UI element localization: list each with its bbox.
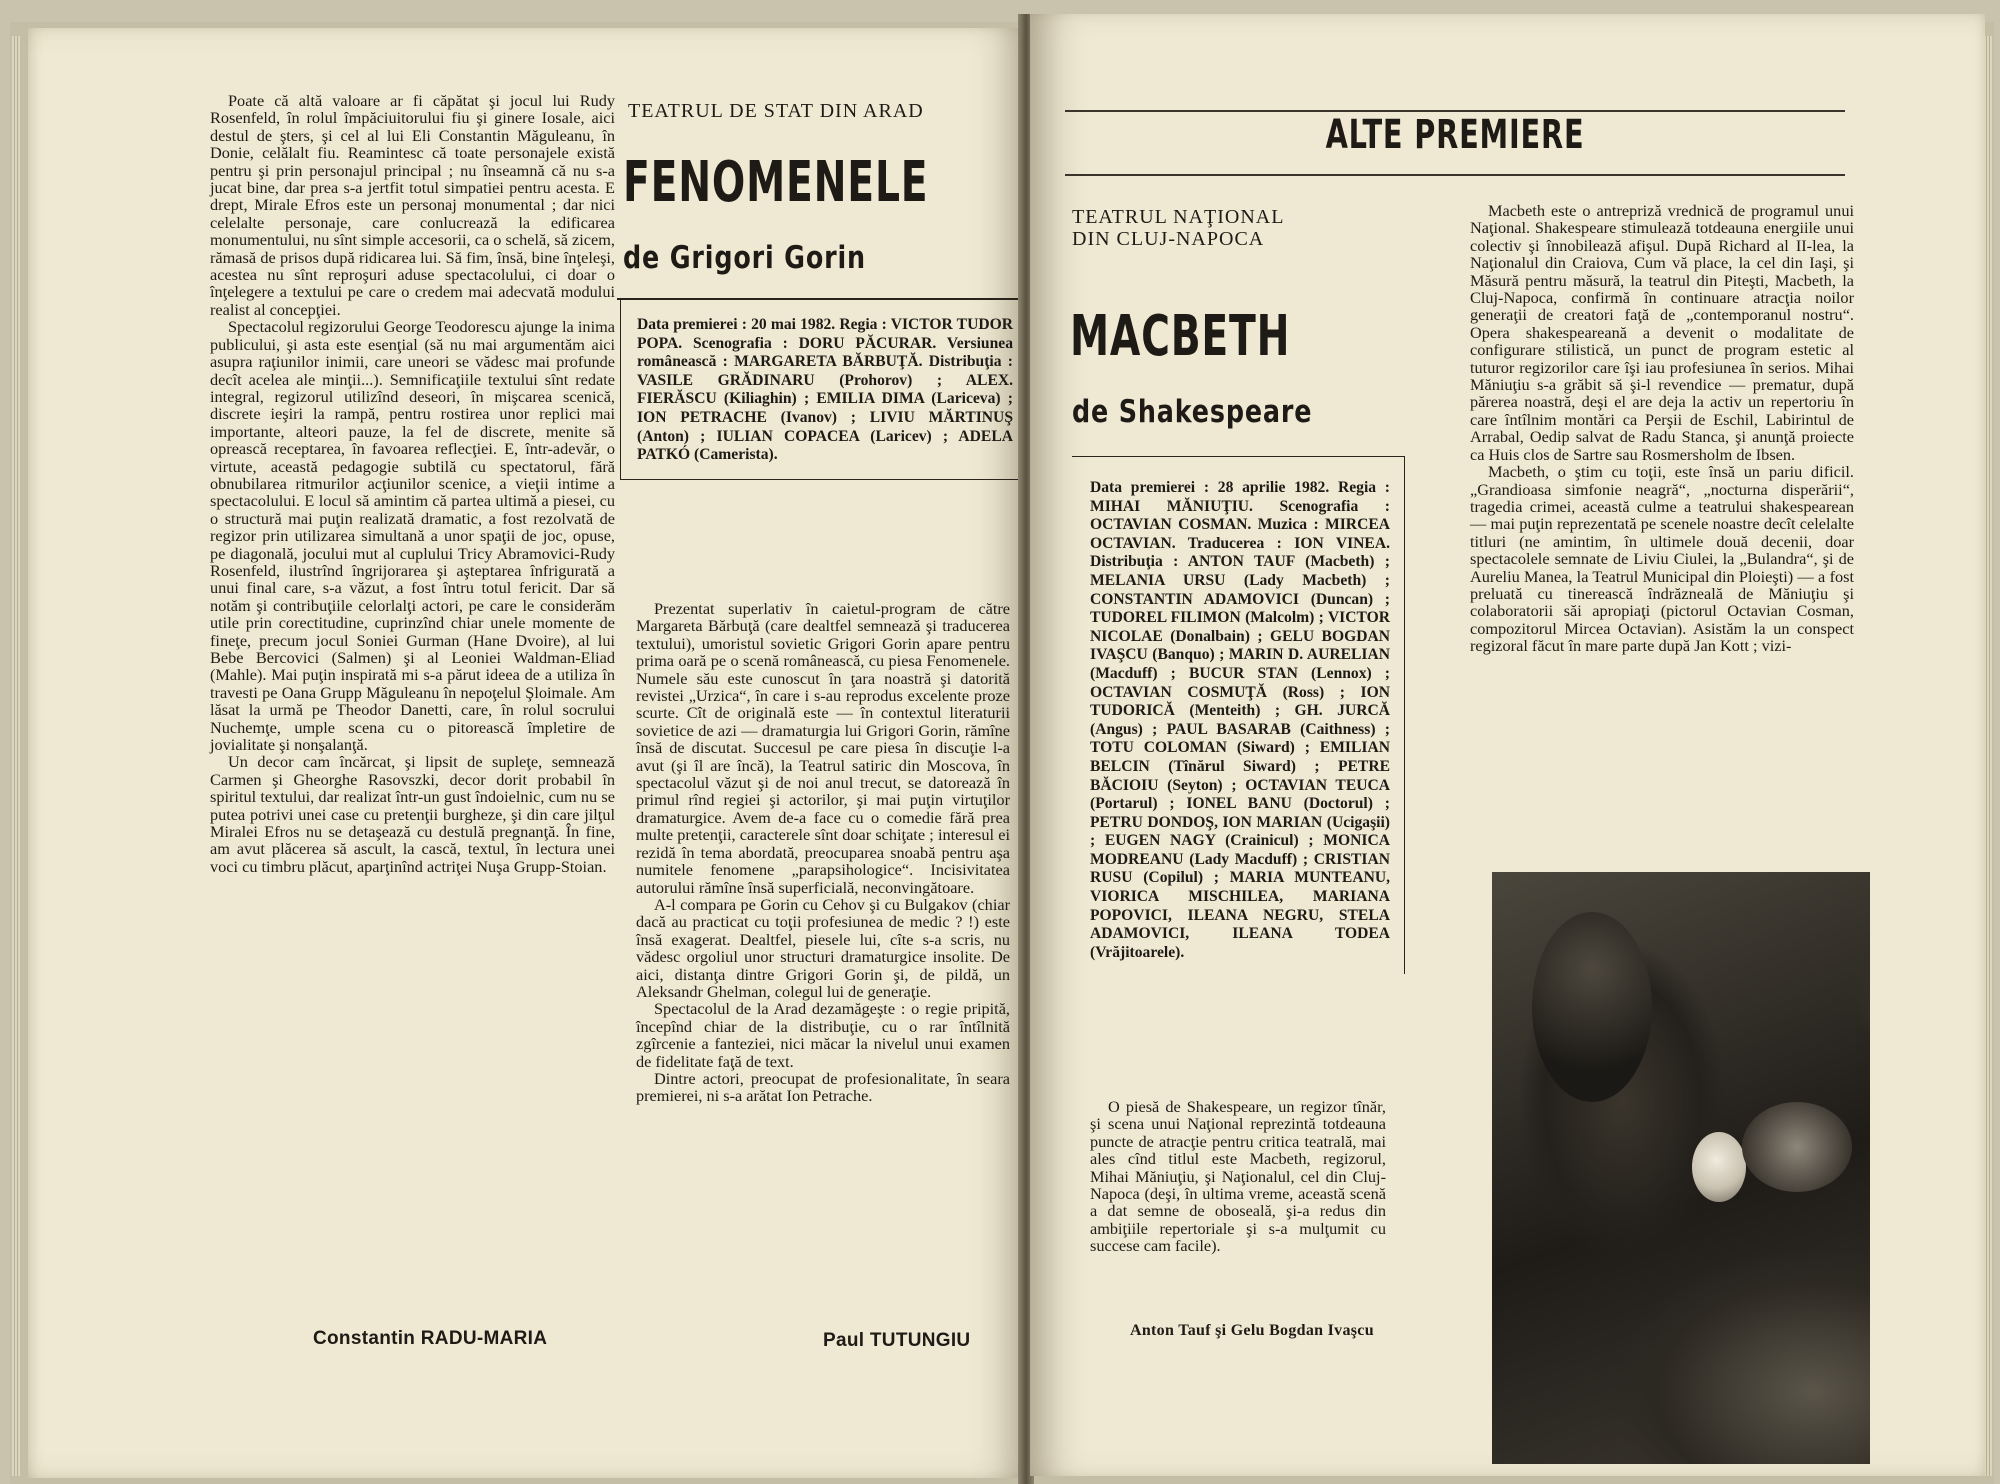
right-page <box>1030 14 1985 1476</box>
review-column <box>210 92 615 1292</box>
fenomenele-review <box>636 600 1010 1340</box>
production-photo <box>1492 872 1870 1464</box>
page-edges-left <box>12 36 20 1476</box>
theatre-cluj-line2: DIN CLUJ-NAPOCA <box>1072 228 1265 250</box>
macbeth-review <box>1470 202 1854 862</box>
credits-box-macbeth <box>1072 456 1405 974</box>
fenomenele-paragraph: A-l compara pe Gorin cu Cehov şi cu Bulgakov (chiar dacă au practicat cu toţii profesiunea de medic ? !) este însă exagerat. Dealtfel, piesele lui, cîte s-a scris, nu vădesc orgoliul unor structuri dramaturgice insolite. De aici, distanţa dintre Grigori Gorin şi, de pildă, un Aleksandr Ghelman, colegul lui de generaţie. <box>636 894 1010 1001</box>
review-byline: Constantin RADU-MARIA <box>313 1328 548 1349</box>
theatre-arad: TEATRUL DE STAT DIN ARAD <box>628 100 924 122</box>
actor-figure <box>1742 1102 1852 1192</box>
actor-face <box>1692 1132 1746 1202</box>
play-author-gorin: de Grigori Gorin <box>623 240 866 276</box>
credits-box-fenomenele <box>620 298 1023 480</box>
fenomenele-paragraph: Dintre actori, preocupat de profesionalitate, în seara premierei, ni s-a arătat Ion Petrache. <box>636 1068 1010 1106</box>
left-page <box>28 28 1023 1478</box>
review-paragraph: Poate că altă valoare ar fi căpătat şi jocul lui Rudy Rosenfeld, în rolul împăciuitorului fiu şi ginere Iosale, aici destul de şters, şi cel al lui Eli Constantin Măguleanu, în Donie, celălalt fiu. Reamintesc că toate personajele există pentru şi prin personajul principal ; nu înseamnă că nu s-a jucat bine, dar prea s-a jertfit totul simpatiei pentru acesta. E drept, Mirale Efros este un personaj monumental ; dar nici celelalte personaje, care conlucrează la edificarea monumentului, nu sînt simple accesorii, ca o schelă, să zicem, rămasă de prisos după ridicarea lui. Să fim, însă, bine înţeleşi, acestea nu sînt reproşuri aduse spectacolului, ci doar o înţelegere a textului pe care o credem mai adecvată modului realist al concepţiei. <box>210 91 615 319</box>
credits-text: Data premierei : 28 aprilie 1982. Regia : MIHAI MĂNIUŢIU. Scenografia : OCTAVIAN COSMAN. Muzica : MIRCEA OCTAVIAN. Traducerea : ION VINEA. Distribuţia : ANTON TAUF (Macbeth) ; MELANIA URSU (Lady Macbeth) ; CONSTANTIN ADAMOVICI (Duncan) ; TUDOREL FILIMON (Malcolm) ; VICTOR NICOLAE (Donalbain) ; GELU BOGDAN IVAŞCU (Banquo) ; MARIN D. AURELIAN (Macduff) ; BUCUR STAN (Lennox) ; OCTAVIAN COSMUŢĂ (Ross) ; ION TUDORICĂ (Menteith) ; GH. JURCĂ (Angus) ; PAUL BASARAB (Caithness) ; TOTU COLOMAN (Siward) ; EMILIAN BELCIN (Tînărul Siward) ; PETRE BĂCIOIU (Seyton) ; OCTAVIAN TEUCA (Portarul) ; IONEL BANU (Doctorul) ; PETRU DONDOŞ, ION MARIAN (Ucigaşii) ; EUGEN NAGY (Crainicul) ; MONICA MODREANU (Lady Macduff) ; CRISTIAN RUSU (Copilul) ; MARIA MUNTEANU, VIORICA MISCHILEA, MARIANA POPOVICI, ILEANA NEGRU, STELA ADAMOVICI, ILEANA TODEA (Vrăjitoarele). <box>1090 479 1390 961</box>
fenomenele-paragraph: Spectacolul de la Arad dezamăgeşte : o regie pripită, începînd chiar de la distribuţie, cu o rar întîlnită zgîrcenie a fanteziei, nici măcar la nivelul unui examen de fidelitate faţă de text. <box>636 999 1010 1071</box>
macbeth-paragraph: Macbeth este o antrepriză vrednică de programul unui Naţional. Shakespeare stimulează totdeauna energiile unui colectiv şi înnobilează afişul. După Richard al II-lea, la Naţionalul din Craiova, Cum vă place, la cel din Iaşi, şi Măsură pentru măsură, la teatrul din Piteşti, Macbeth, la Cluj-Napoca, confirmă în continuare atracţia noilor generaţii de creatori faţă de „contemporanul nostru“. Opera shakespeareană a devenit o modalitate de configurare stilistică, un punct de program estetic al tuturor regizorilor care îşi iau profesiunea în serios. Mihai Măniuţiu s-a grăbit să şi-l revendice — prematur, după părerea noastră, deşi el are deja la activ un repertoriu în care întîlnim montări ca Perşii de Eschil, Labirintul de Arrabal, Oedip salvat de Radu Stanca, şi anunţă proiecte ca Huis clos de Sartre sau Rosmersholm de Ibsen. <box>1470 201 1854 464</box>
play-author-shakespeare: de Shakespeare <box>1072 394 1313 430</box>
fenomenele-paragraph: Prezentat superlativ în caietul-program de către Margareta Bărbuţă (care dealtfel semnează şi traducerea textului), umoristul sovietic Grigori Gorin apare pentru prima oară pe o scenă românească, cu piesa Fenomenele. Numele său este cunoscut în ţara noastră şi datorită revistei „Urzica“, în care i s-au reprodus excelente proze scurte. Cît de originală este — în contextul literaturii sovietice de azi — dramaturgia lui Grigori Gorin, rămîne însă de discutat. Succesul pe care piesa în discuţie l-a avut (şi îl are încă), la Teatrul satiric din Moscova, în spectacolul văzut şi de noi anul trecut, se datorează în primul rînd regiei şi actorilor, şi mai puţin virtuţilor dramaturgice. Avem de-a face cu o comedie fără prea multe pretenţii, caracterele sînt doar schiţate ; interesul ei rezidă în tema abordată, preocuparea snoabă pentru aşa numitele fenomene „parapsihologice“. Incisivitatea autorului rămîne însă superficială, neconvingătoare. <box>636 599 1010 897</box>
photo-caption: Anton Tauf şi Gelu Bogdan Ivaşcu <box>1130 1322 1374 1339</box>
section-title: ALTE PREMIERE <box>1325 112 1585 158</box>
review-paragraph: Un decor cam încărcat, şi lipsit de supleţe, semnează Carmen şi Gheorghe Rasovszki, decor dorit probabil în spiritul textului, dar realizat într-un gust îndoielnic, cum nu se putea potrivi unei case cu pretenţii burgheze, şi din care jilţul Miralei Efros nu se detaşează cu destulă pregnanţă. În fine, am avut plăcerea să ascult, la cască, textul, în lectura unei voci cu timbru plăcut, aparţinînd actriţei Nuşa Grupp-Stoian. <box>210 752 615 876</box>
theatre-cluj-line1: TEATRUL NAŢIONAL <box>1072 206 1285 228</box>
section-rule-bottom <box>1065 174 1845 176</box>
fenomenele-byline: Paul TUTUNGIU <box>823 1330 971 1351</box>
play-title-macbeth: MACBETH <box>1070 304 1291 369</box>
macbeth-paragraph: Macbeth, o ştim cu toţii, este însă un pariu dificil. „Grandioasa simfonie neagră“, „nocturna disperării“, tragedia crimei, această culme a teatrului shakespearean — mai puţin reprezentată pe scenele noastre decît celelalte titluri (ne amintim, în ultimele două decenii, doar spectacolele semnate de Liviu Ciulei, la „Bulandra“, şi de Aureliu Manea, la Teatrul Municipal din Ploieşti) — a fost preluată cu tinerească îndrăzneală de Măniuţiu şi colaboratorii săi apropiaţi (pictorul Octavian Cosman, compozitorul Mircea Octavian). Asistăm la un conspect regizoral făcut în mare parte după Jan Kott ; vizi- <box>1470 462 1854 656</box>
play-title-fenomenele: FENOMENELE <box>623 150 929 215</box>
credits-text: Data premierei : 20 mai 1982. Regia : VICTOR TUDOR POPA. Scenografia : DORU PĂCURAR. Versiunea românească : MARGARETA BĂRBUŢĂ. Distribuţia : VASILE GRĂDINARU (Prohorov) ; ALEX. FIERĂSCU (Kiliaghin) ; EMILIA DIMA (Lariceva) ; ION PETRACHE (Ivanov) ; LIVIU MĂRTINUŞ (Anton) ; IULIAN COPACEA (Laricev) ; ADELA PATKÓ (Camerista). <box>637 316 1013 464</box>
macbeth-intro-paragraph: O piesă de Shakespeare, un regizor tînăr, şi scena unui Naţional reprezintă totdeauna puncte de atracţie pentru critica teatrală, mai ales cînd titlul este Macbeth, regizorul, Mihai Măniuţiu, şi Naţionalul, cel din Cluj-Napoca (deşi, în ultima vreme, această scenă a dat semne de oboseală, şi-a redus din ambiţiile repertoriale şi s-a mulţumit cu succese cam facile). <box>1090 1097 1386 1256</box>
page-edges-right <box>1984 36 1992 1476</box>
macbeth-intro <box>1090 1098 1386 1298</box>
actor-figure <box>1532 912 1652 1102</box>
review-paragraph: Spectacolul regizorului George Teodorescu ajunge la inima publicului, şi asta este esenţial (să nu mai argumentăm aici asupra raţiunilor inimii, care uneori se vădesc mai profunde decît acelea ale minţii...). Semnificaţiile textului sînt redate integral, regizorul utilizînd deseori, în mişcarea scenică, discrete ieşiri la rampă, pentru rostirea unor replici mai importante, alteori pauze, la fel de discrete, menite să oprească receptarea, în favoarea reflecţiei. E, într-adevăr, o virtute, această pedagogie subtilă cu spectatorul, fără obnubilarea ritmurilor acţiunilor scenice, a vieţii intime a spectacolului. E locul să amintim că partea ultimă a piesei, cu o structură mai puţin realizată dramatic, a fost rezolvată de regizor prin utilizarea simultană a unor spaţii de joc, opuse, pe diagonală, jocului mut al cuplului Tricy Abramovici-Rudy Rosenfeld, ilustrînd îngrijorarea şi aşteptarea înfrigurată a unui final care, s-a văzut, a fost întru totul fericit. Dar să notăm şi contribuţiile celorlalţi actori, pe care le considerăm utile prin corectitudine, cuprinzînd chiar unele momente de fineţe, precum jocul Soniei Gurman (Hane Dvoire), al lui Bebe Bercovici (Salmen) şi al Leoniei Waldman-Eliad (Mahle). Mai puţin inspirată mi s-a părut ideea de a utiliza în travesti pe Oana Grupp Măguleanu în nepoţelul Şloimale. Am lăsat la urmă pe Theodor Danetti, care, în rolul socrului Nuchemţe, umple scena cu o pitorească împletire de jovialitate şi nonşalanţă. <box>210 317 615 755</box>
